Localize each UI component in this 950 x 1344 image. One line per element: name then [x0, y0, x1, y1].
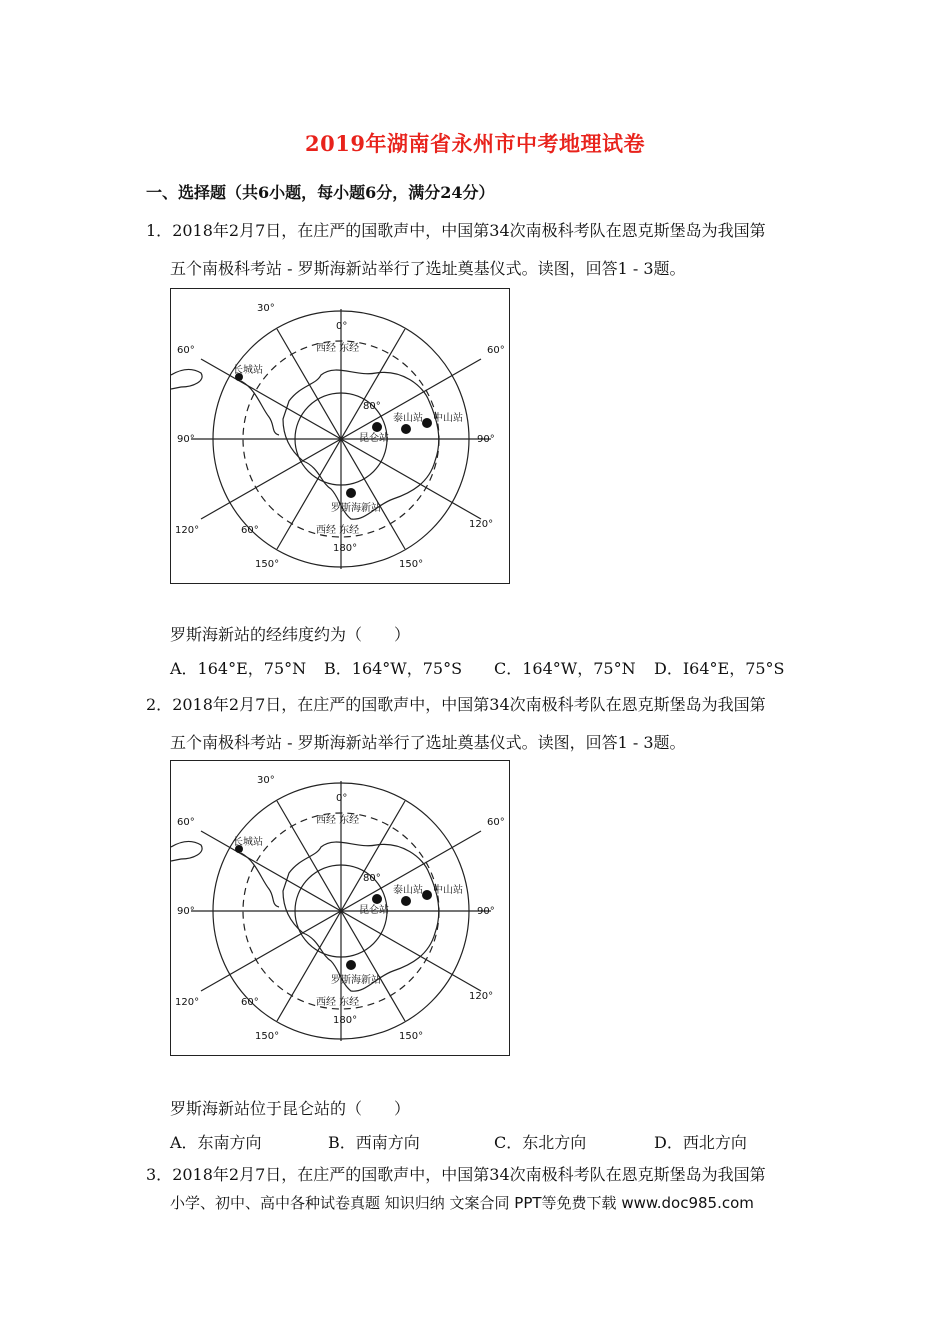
map2-luosihai-station: 罗斯海新站: [331, 975, 381, 986]
question-2-stem-line1: 2．2018年2月7日，在庄严的国歌声中，中国第34次南极科考队在恩克斯堡岛为我国第: [146, 695, 766, 714]
map1-taishan-station: 泰山站: [393, 413, 423, 424]
map1-lat-80: 80°: [363, 401, 381, 412]
question-1-stem-line1: 1．2018年2月7日，在庄严的国歌声中，中国第34次南极科考队在恩克斯堡岛为我国第: [146, 221, 766, 240]
map1-lat-60: 60°: [241, 525, 259, 536]
antarctic-map-2: [170, 760, 510, 1056]
section-heading: 一、选择题（共6小题，每小题6分，满分24分）: [146, 183, 495, 202]
map1-lon-60-left: 60°: [177, 345, 195, 356]
question-1-stem-line2: 五个南极科考站 - 罗斯海新站举行了选址奠基仪式。读图，回答1 - 3题。: [170, 259, 686, 278]
map1-lon-180: 180°: [333, 543, 358, 554]
map1-lon-150-right: 150°: [399, 559, 424, 570]
map1-kunlun-station: 昆仑站: [359, 433, 389, 444]
question-1-option-b: B．164°W，75°S: [324, 659, 463, 678]
map1-lon-150-left: 150°: [255, 559, 280, 570]
question-2-option-c: C．东北方向: [494, 1133, 587, 1152]
map2-zhongshan-station: 中山站: [433, 885, 463, 896]
map1-lon-30: 30°: [257, 303, 275, 314]
question-1-option-c: C．164°W，75°N: [494, 659, 636, 678]
map1-zhongshan-station: 中山站: [433, 413, 463, 424]
question-2-option-d: D．西北方向: [654, 1133, 747, 1152]
map1-lon-90-left: 90°: [177, 434, 195, 445]
question-3-stem-line1: 3．2018年2月7日，在庄严的国歌声中，中国第34次南极科考队在恩克斯堡岛为我国第: [146, 1162, 766, 1185]
map2-west-east-bottom: 西经 东经: [316, 997, 360, 1008]
map2-lon-0: 0°: [336, 793, 348, 804]
map2-lon-150-right: 150°: [399, 1031, 424, 1042]
question-2-option-a: A．东南方向: [170, 1133, 262, 1152]
map1-lon-120-right: 120°: [469, 519, 494, 530]
map2-lon-150-left: 150°: [255, 1031, 280, 1042]
question-2-option-b: B．西南方向: [328, 1133, 420, 1152]
map2-kunlun-station: 昆仑站: [359, 905, 389, 916]
map1-west-east-bottom: 西经 东经: [316, 525, 360, 536]
map2-lon-60-left: 60°: [177, 817, 195, 828]
question-1-option-d: D．I64°E，75°S: [654, 659, 785, 678]
map1-west-east-top: 西经 东经: [316, 343, 360, 354]
map1-luosihai-station: 罗斯海新站: [331, 503, 381, 514]
map2-lon-90-right: 90°: [477, 906, 495, 917]
map1-lon-120-left: 120°: [175, 525, 200, 536]
map1-lon-60-right: 60°: [487, 345, 505, 356]
antarctic-map-1: [170, 288, 510, 584]
question-2-stem-line2: 五个南极科考站 - 罗斯海新站举行了选址奠基仪式。读图，回答1 - 3题。: [170, 733, 686, 752]
map1-changcheng-station: 长城站: [233, 365, 263, 376]
question-1-prompt: 罗斯海新站的经纬度约为（ ）: [170, 625, 411, 644]
map2-lon-30: 30°: [257, 775, 275, 786]
page-footer: 小学、初中、高中各种试卷真题 知识归纳 文案合同 PPT等免费下载 www.doc985.com: [170, 1194, 754, 1212]
map1-lon-0: 0°: [336, 321, 348, 332]
question-2-prompt: 罗斯海新站位于昆仑站的（ ）: [170, 1099, 411, 1118]
map2-lat-80: 80°: [363, 873, 381, 884]
map2-lon-120-left: 120°: [175, 997, 200, 1008]
map2-west-east-top: 西经 东经: [316, 815, 360, 826]
page-title: 2019年湖南省永州市中考地理试卷: [305, 131, 645, 156]
map2-changcheng-station: 长城站: [233, 837, 263, 848]
map2-taishan-station: 泰山站: [393, 885, 423, 896]
map1-lon-90-right: 90°: [477, 434, 495, 445]
map2-lon-120-right: 120°: [469, 991, 494, 1002]
map2-lat-60: 60°: [241, 997, 259, 1008]
question-1-option-a: A．164°E，75°N: [170, 659, 307, 678]
map2-lon-60-right: 60°: [487, 817, 505, 828]
map2-lon-90-left: 90°: [177, 906, 195, 917]
map2-lon-180: 180°: [333, 1015, 358, 1026]
